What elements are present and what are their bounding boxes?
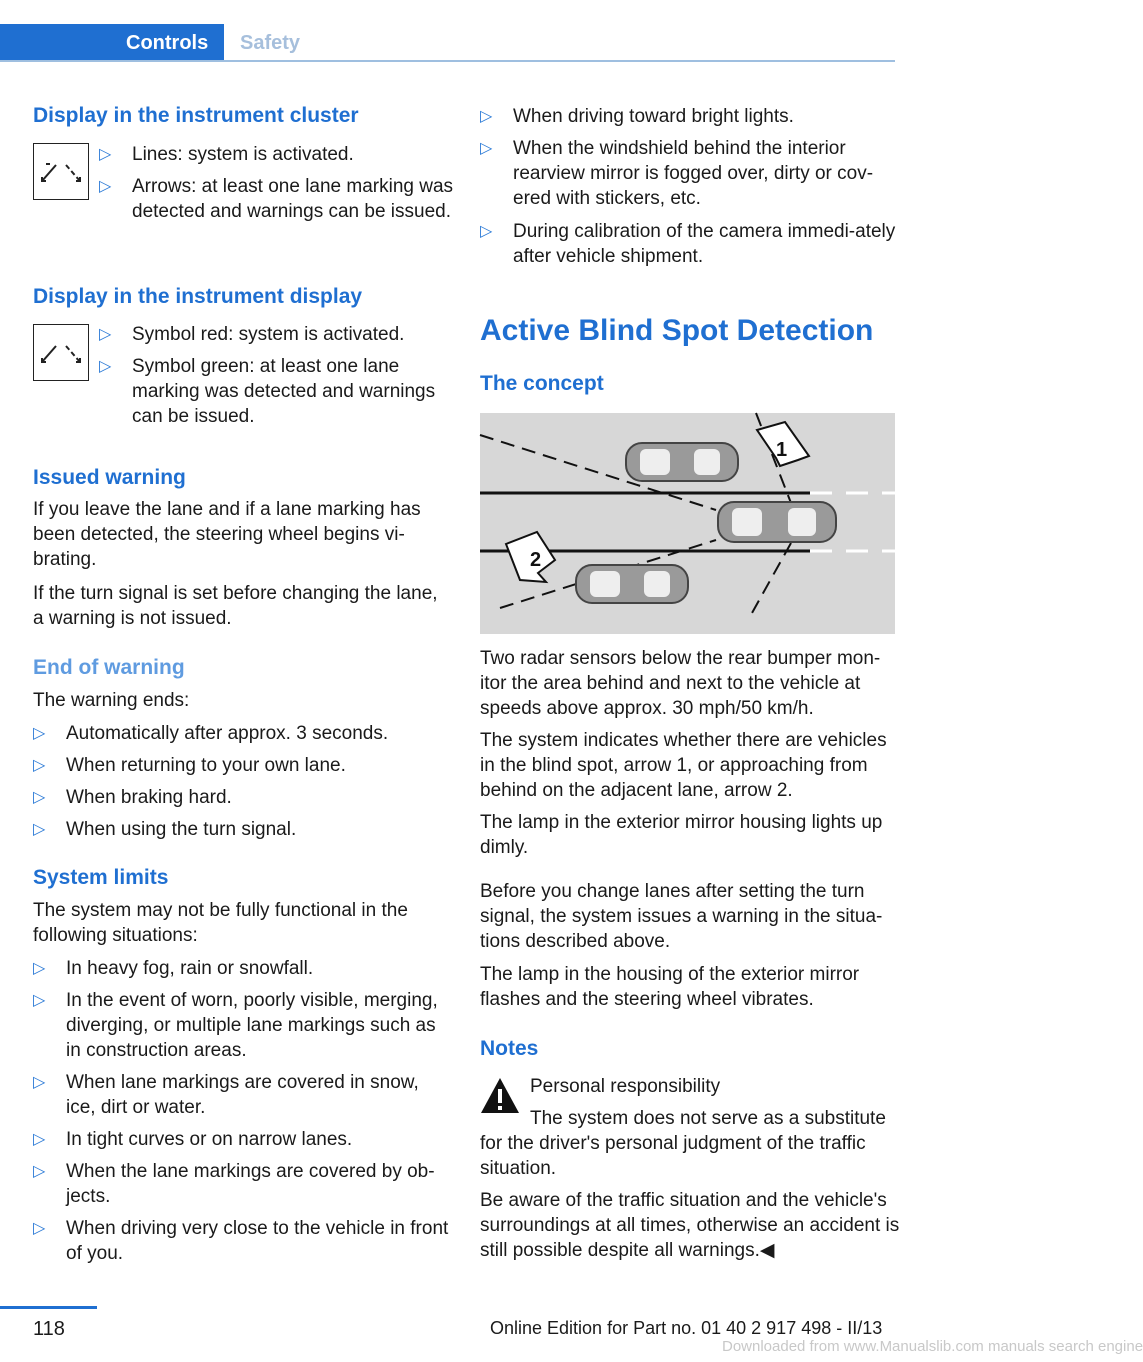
- notes-heading: Notes: [480, 1037, 539, 1060]
- bullet-triangle-icon: ▷: [33, 960, 46, 977]
- footer-rule: [0, 1306, 97, 1309]
- lane-symbol-display-icon: [33, 324, 89, 381]
- list-item: ▷ When driving very close to the vehicle in front of you.: [33, 1218, 449, 1264]
- arrow-1-label: 1: [776, 439, 788, 461]
- header-rule: [0, 60, 895, 62]
- car-top-icon: [718, 502, 836, 542]
- list-item: ▷ Arrows: at least one lane marking was detected and warnings can be issued.: [99, 176, 454, 222]
- car-top-icon: [626, 443, 738, 481]
- concept-paragraph-2: The system indicates whether there are vehicles in the blind spot, arrow 1, or approaching from behind on the adjacent lane, arrow 2.: [480, 730, 887, 801]
- list-item: ▷ When returning to your own lane.: [33, 755, 346, 776]
- issued-warning-heading: Issued warning: [33, 466, 186, 489]
- list-item: ▷ When braking hard.: [33, 787, 232, 808]
- note-paragraph: Be aware of the traffic situation and the vehicle's surroundings at all times, otherwise an accident is still possible despite all warnings.◀: [480, 1190, 900, 1261]
- bullet-triangle-icon: ▷: [99, 326, 112, 343]
- system-limits-heading: System limits: [33, 866, 169, 889]
- concept-paragraph-3: The lamp in the exterior mirror housing lights up dimly.: [480, 812, 883, 858]
- list-item: ▷ When the windshield behind the interior rearview mirror is fogged over, dirty or cov-ered with stickers, etc.: [480, 138, 874, 209]
- bullet-triangle-icon: ▷: [480, 140, 493, 157]
- bullet-triangle-icon: ▷: [480, 108, 493, 125]
- note-rest: for the driver's personal judgment of the traffic situation.: [480, 1133, 866, 1179]
- note-first-line: The system does not serve as a substitute: [530, 1108, 886, 1129]
- issued-warning-paragraph-2: If the turn signal is set before changing the lane, a warning is not issued.: [33, 583, 438, 629]
- page-header: [0, 0, 895, 62]
- bullet-triangle-icon: ▷: [33, 1163, 46, 1180]
- bullet-triangle-icon: ▷: [33, 757, 46, 774]
- page-number: 118: [33, 1318, 65, 1340]
- display-heading: Display in the instrument display: [33, 285, 363, 308]
- watermark: Downloaded from www.Manualslib.com manuals search engine: [722, 1338, 1143, 1355]
- bullet-triangle-icon: ▷: [33, 821, 46, 838]
- issued-warning-paragraph-1: If you leave the lane and if a lane marking has been detected, the steering wheel begins vi-brating.: [33, 499, 421, 570]
- bullet-triangle-icon: ▷: [33, 1220, 46, 1237]
- bullet-triangle-icon: ▷: [99, 146, 112, 163]
- bullet-triangle-icon: ▷: [33, 1131, 46, 1148]
- bullet-triangle-icon: ▷: [99, 178, 112, 195]
- list-item: ▷ When using the turn signal.: [33, 819, 297, 840]
- footer-edition: Online Edition for Part no. 01 40 2 917 498 - II/13: [490, 1318, 883, 1338]
- concept-paragraph-5: The lamp in the housing of the exterior mirror flashes and the steering wheel vibrates.: [480, 964, 860, 1010]
- list-item: ▷ Symbol red: system is activated.: [99, 324, 405, 345]
- list-item: ▷ During calibration of the camera immedi-ately after vehicle shipment.: [480, 221, 896, 267]
- list-item: ▷ When the lane markings are covered by ob-jects.: [33, 1161, 435, 1207]
- bullet-triangle-icon: ▷: [480, 223, 493, 240]
- warning-triangle-icon: [480, 1076, 520, 1116]
- concept-paragraph-4: Before you change lanes after setting the turn signal, the system issues a warning in the situa-tions described above.: [480, 881, 883, 952]
- lane-symbol-cluster-icon: [33, 143, 89, 200]
- list-item: ▷ In heavy fog, rain or snowfall.: [33, 958, 314, 979]
- list-item: ▷ When driving toward bright lights.: [480, 106, 794, 127]
- system-limits-intro: The system may not be fully functional in the following situations:: [33, 900, 408, 946]
- arrow-2-label: 2: [530, 549, 542, 571]
- cluster-heading: Display in the instrument cluster: [33, 104, 359, 127]
- list-item: ▷ Automatically after approx. 3 seconds.: [33, 723, 389, 744]
- tab-safety[interactable]: Safety: [240, 32, 301, 54]
- list-item: ▷ In the event of worn, poorly visible, merging, diverging, or multiple lane markings such as in construction areas.: [33, 990, 438, 1061]
- bullet-triangle-icon: ▷: [33, 992, 46, 1009]
- end-of-warning-heading: End of warning: [33, 656, 185, 679]
- end-of-warning-intro: The warning ends:: [33, 690, 190, 711]
- car-top-icon: [576, 565, 688, 603]
- bullet-triangle-icon: ▷: [99, 358, 112, 375]
- list-item: ▷ Lines: system is activated.: [99, 144, 354, 165]
- blind-spot-illustration: [480, 413, 895, 634]
- list-item: ▷ Symbol green: at least one lane marking was detected and warnings can be issued.: [99, 356, 436, 427]
- tab-controls[interactable]: Controls: [0, 24, 224, 62]
- note-heading: Personal responsibility: [530, 1076, 721, 1097]
- section-title: Active Blind Spot Detection: [480, 314, 874, 347]
- concept-paragraph-1: Two radar sensors below the rear bumper mon-itor the area behind and next to the vehicle at speeds above approx. 30 mph/50 km/h.: [480, 648, 881, 719]
- bullet-triangle-icon: ▷: [33, 1074, 46, 1091]
- concept-heading: The concept: [480, 372, 604, 395]
- list-item: ▷ In tight curves or on narrow lanes.: [33, 1129, 353, 1150]
- bullet-triangle-icon: ▷: [33, 725, 46, 742]
- list-item: ▷ When lane markings are covered in snow, ice, dirt or water.: [33, 1072, 419, 1118]
- bullet-triangle-icon: ▷: [33, 789, 46, 806]
